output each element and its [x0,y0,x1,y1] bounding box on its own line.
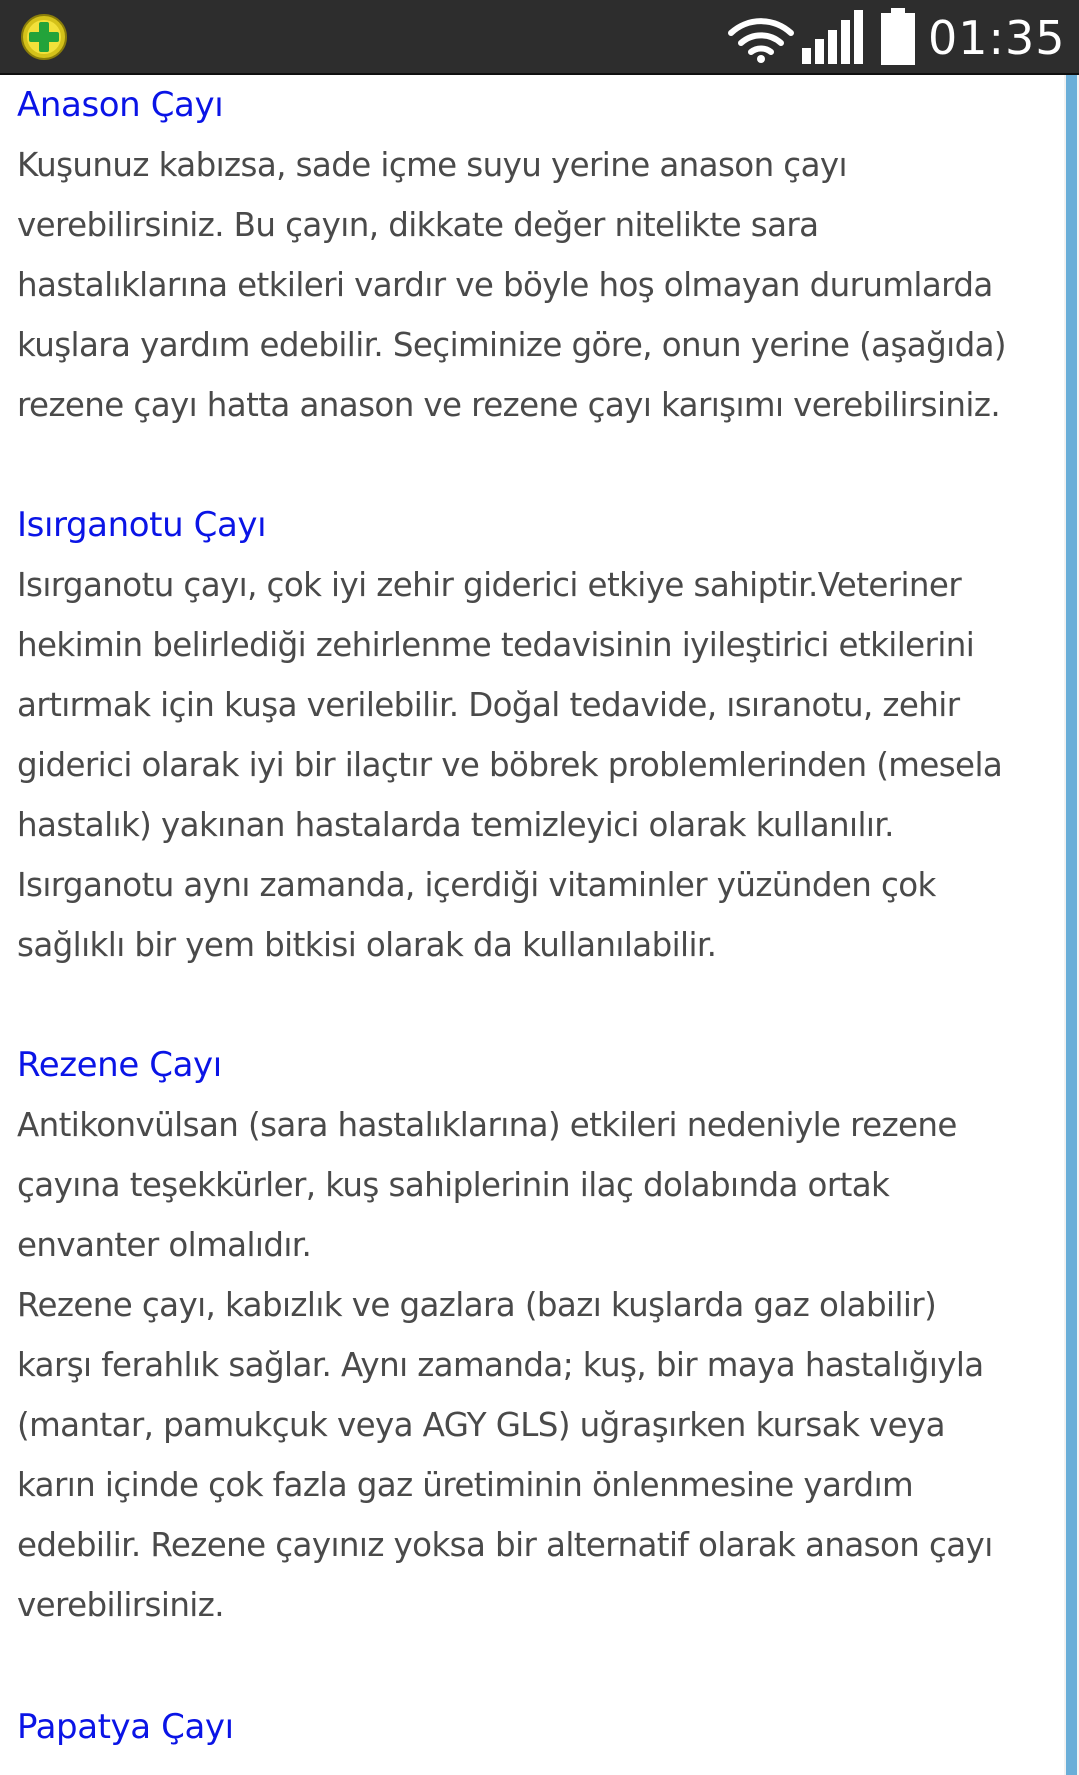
section-rezene [17,1035,1057,1635]
section-anason [17,75,1057,435]
section-papatya [17,1697,1057,1757]
app-notification-icon [20,13,68,61]
section-text: Isırganotu çayı, çok iyi zehir giderici etkiye sahiptir.Veteriner hekimin belirlediği zehirlenme tedavisinin iyileştirici etkilerini artırmak için kuşa verilebilir. Doğal tedavide, ısıranotu, zehir giderici olarak iyi bir ilaçtır ve böbrek problemlerinden (mesela hastalık) yakınan hastalarda temizleyici olarak kullanılır. Isırganotu aynı zamanda, içerdiği vitaminler yüzünden çok sağlıklı bir yem bitkisi olarak da kullanılabilir. [17,566,1003,964]
status-clock: 01:35 [928,11,1066,65]
battery-icon [879,8,917,66]
section-title: Papatya Çayı [17,1707,234,1747]
cellular-signal-icon [800,10,864,64]
section-title: Anason Çayı [17,85,224,125]
scrollbar[interactable] [1064,75,1079,1775]
section-text: Kuşunuz kabızsa, sade içme suyu yerine anason çayı verebilirsiniz. Bu çayın, dikkate değer nitelikte sara hastalıklarına etkileri vardır ve böyle hoş olmayan durumlarda kuşlara yardım edebilir. Seçiminize göre, onun yerine (aşağıda) rezene çayı hatta anason ve rezene çayı karışımı verebilirsiniz. [17,146,1006,424]
article-content[interactable] [0,75,1064,1775]
section-text: Antikonvülsan (sara hastalıklarına) etkileri nedeniyle rezene çayına teşekkürler, kuş sahiplerinin ilaç dolabında ortak envanter olmalıdır. Rezene çayı, kabızlık ve gazlara (bazı kuşlarda gaz olabilir) karşı ferahlık sağlar. Aynı zamanda; kuş, bir maya hastalığıyla (mantar, pamukçuk veya AGY GLS) uğraşırken kursak veya karın içinde çok fazla gaz üretiminin önlenmesine yardım edebilir. Rezene çayınız yoksa bir alternatif olarak anason çayı verebilirsiniz. [17,1106,993,1624]
status-bar [0,0,1079,75]
scrollbar-thumb[interactable] [1066,75,1077,1775]
section-title: Isırganotu Çayı [17,505,267,545]
section-isirganotu [17,495,1057,975]
section-title: Rezene Çayı [17,1045,222,1085]
wifi-icon [728,16,794,64]
